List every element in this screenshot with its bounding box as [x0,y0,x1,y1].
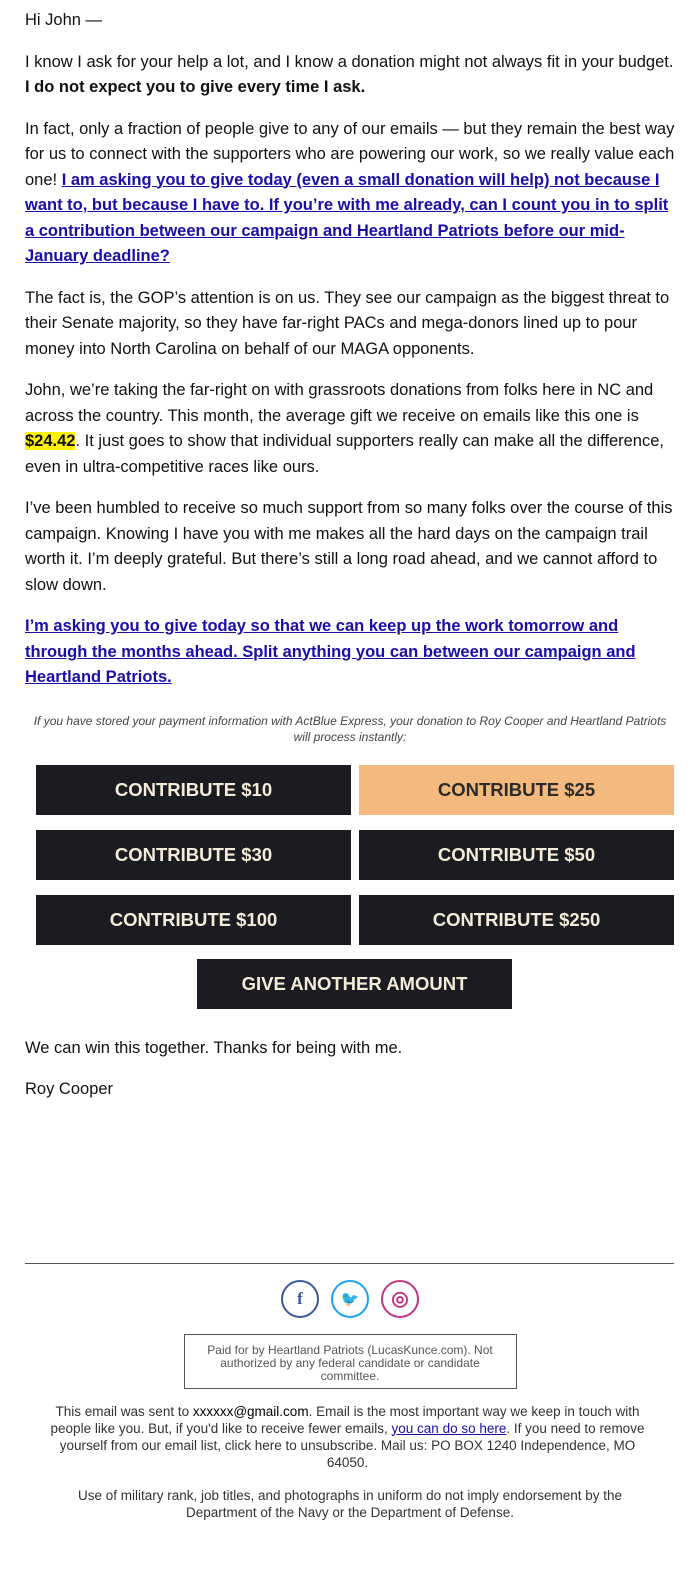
military-disclaimer: Use of military rank, job titles, and photographs in uniform do not imply endorsement by the Department of the Navy or the Department of Defense. [77,1487,623,1520]
contribution-buttons [36,765,675,945]
text: John, we’re taking the far-right on with grassroots donations from folks here in NC and across the country. This month, the average gift we receive on emails like this one is [25,381,654,425]
contribute-30-button[interactable]: CONTRIBUTE $30 [36,830,351,880]
contribute-100-button[interactable]: CONTRIBUTE $100 [36,895,351,945]
average-gift-highlight: $24.42 [25,432,76,450]
twitter-icon[interactable]: 🐦 [331,1280,369,1318]
contribute-50-button[interactable]: CONTRIBUTE $50 [359,830,674,880]
actblue-express-note: If you have stored your payment information with ActBlue Express, your donation to Roy Cooper and Heartland Patriots will process instantly: [33,713,667,744]
bold-text: I do not expect you to give every time I ask. [25,78,366,96]
text: In fact, only a fraction of people give to any of our emails — but they remain the best way for us to connect with the supporters who are powering our work, so we really value each one! [25,119,675,189]
donate-link[interactable]: I am asking you to give today (even a small donation will help) not because I want to, but because I have to. If you’re with me already, can I count you in to split a contribution between our campaign and Heartland Patriots before our mid-January deadline? [25,170,669,265]
recipient-email: xxxxxx@gmail.com [192,1403,309,1419]
signature: Roy Cooper [25,1080,114,1098]
contribute-25-button[interactable]: CONTRIBUTE $25 [359,765,674,815]
paragraph-6 [25,614,675,691]
text: I know I ask for your help a lot, and I know a donation might not always fit in your budget. [25,52,674,71]
give-another-amount-button[interactable]: GIVE ANOTHER AMOUNT [197,959,512,1009]
social-links [0,1280,700,1318]
paid-for-disclaimer: Paid for by Heartland Patriots (LucasKunce.com). Not authorized by any federal candidate or candidate committee. [184,1334,517,1389]
footer [0,1263,700,1521]
text: . Email is the most important way we keep in touch with people like you. But, if you'd like to receive fewer emails, [50,1403,640,1436]
footer-text [50,1403,645,1471]
donate-link-2[interactable]: I’m asking you to give today so that we can keep up the work tomorrow and through the months ahead. Split anything you can between our campaign and Heartland Patriots. [25,617,636,686]
contribute-10-button[interactable]: CONTRIBUTE $10 [36,765,351,815]
text: . If you need to remove yourself from our email list, click here to unsubscribe. Mail us: PO BOX 1240 Independence, MO 64050. [59,1420,645,1470]
divider [25,1263,674,1264]
paragraph-1 [25,50,675,101]
paragraph-2 [25,117,675,270]
text: This email was sent to [55,1403,193,1419]
greeting: Hi John — [25,11,103,29]
paragraph-4 [25,378,675,480]
fewer-emails-link[interactable]: you can do so here [391,1420,507,1436]
contribute-250-button[interactable]: CONTRIBUTE $250 [359,895,674,945]
paragraph-3: The fact is, the GOP’s attention is on us. They see our campaign as the biggest threat to their Senate majority, so they have far-right PACs and mega-donors lined up to pour money into North Carolina on behalf of our MAGA opponents. [25,288,670,358]
facebook-icon[interactable]: f [281,1280,319,1318]
instagram-icon[interactable]: ◎ [381,1280,419,1318]
text: . It just goes to show that individual supporters really can make all the difference, even in ultra-competitive races like ours. [25,432,664,476]
closing: We can win this together. Thanks for being with me. [25,1038,403,1057]
paragraph-5: I’ve been humbled to receive so much support from so many folks over the course of this campaign. Knowing I have you with me makes all the hard days on the campaign trail worth it. I’m deeply grateful. But there’s still a long road ahead, and we cannot afford to slow down. [25,499,673,594]
